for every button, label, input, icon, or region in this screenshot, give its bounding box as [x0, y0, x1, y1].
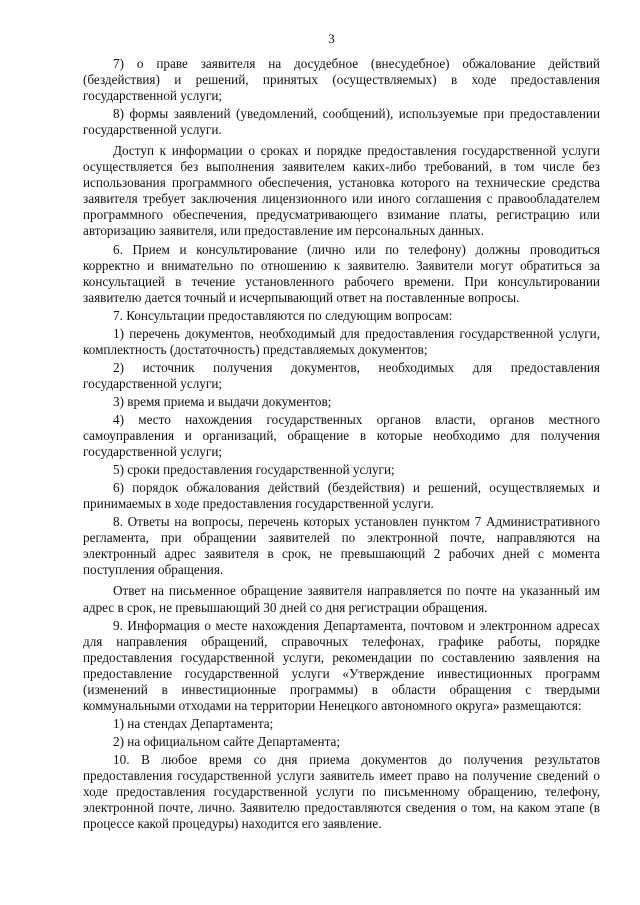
paragraph: 8) формы заявлений (уведомлений, сообщений), используемые при предоставлении государственной услуги.	[83, 106, 600, 138]
paragraph: Доступ к информации о сроках и порядке предоставления государственной услуги осуществляется без выполнения заявителем каких-либо требований, в том числе без использования программного обеспечения, установка которого на технические средства заявителя требует заключения лицензионного или иного соглашения с правообладателем программного обеспечения, предусматривающего взимание платы, регистрацию или авторизацию заявителя, или предоставление им персональных данных.	[83, 143, 600, 239]
paragraph: 6) порядок обжалования действий (бездействия) и решений, осуществляемых и принимаемых в ходе предоставления государственной услуги.	[83, 480, 600, 512]
paragraph: 7) о праве заявителя на досудебное (внесудебное) обжалование действий (бездействия) и решений, принятых (осуществляемых) в ходе предоставления государственной услуги;	[83, 56, 600, 104]
paragraph: 2) на официальном сайте Департамента;	[113, 733, 341, 749]
paragraph: 10. В любое время со дня приема документов до получения результатов предоставления государственной услуги заявитель имеет право на получение сведений о ходе предоставления государственной услуги по письменному обращению, телефону, электронной почте, лично. Заявителю предоставляются сведения о том, на каком этапе (в процессе какой процедуры) находится его заявление.	[83, 751, 600, 832]
paragraph: 7. Консультации предоставляются по следующим вопросам:	[113, 307, 453, 323]
paragraph: 9. Информация о месте нахождения Департамента, почтовом и электронном адресах для направления обращений, справочных телефонах, графике работы, порядке предоставления государственной услуги, рекомендации по составлению заявления на предоставление государственной услуги «Утверждение инвестиционных программ (изменений в инвестиционные программы) в области обращения с твердыми коммунальными отходами на территории Ненецкого автономного округа» размещаются:	[83, 617, 600, 713]
paragraph: 8. Ответы на вопросы, перечень которых установлен пунктом 7 Административного регламента, при обращении заявителей по электронной почте, направляются на электронный адрес заявителя в срок, не превышающий 2 рабочих дней с момента поступления обращения.	[83, 514, 600, 578]
paragraph: 2) источник получения документов, необходимых для предоставления государственной услуги;	[83, 359, 600, 391]
paragraph: 6. Прием и консультирование (лично или по телефону) должны проводиться корректно и внимательно по отношению к заявителю. Заявители могут обратиться за консультацией в течение установленного рабочего времени. При консультировании заявителю дается точный и исчерпывающий ответ на поставленные вопросы.	[83, 241, 600, 305]
paragraph: 1) на стендах Департамента;	[113, 715, 274, 731]
paragraph: 3) время приема и выдачи документов;	[113, 393, 332, 409]
paragraph: 4) место нахождения государственных органов власти, органов местного самоуправления и организаций, обращение в которые необходимо для получения государственной услуги;	[83, 411, 600, 460]
paragraph: 5) сроки предоставления государственной услуги;	[113, 462, 395, 478]
paragraph: 1) перечень документов, необходимый для предоставления государственной услуги, комплектность (достаточность) представляемых документов;	[83, 325, 600, 357]
paragraph: Ответ на письменное обращение заявителя направляется по почте на указанный им адрес в срок, не превышающий 30 дней со дня регистрации обращения.	[83, 583, 600, 615]
page-number: 3	[328, 31, 335, 46]
